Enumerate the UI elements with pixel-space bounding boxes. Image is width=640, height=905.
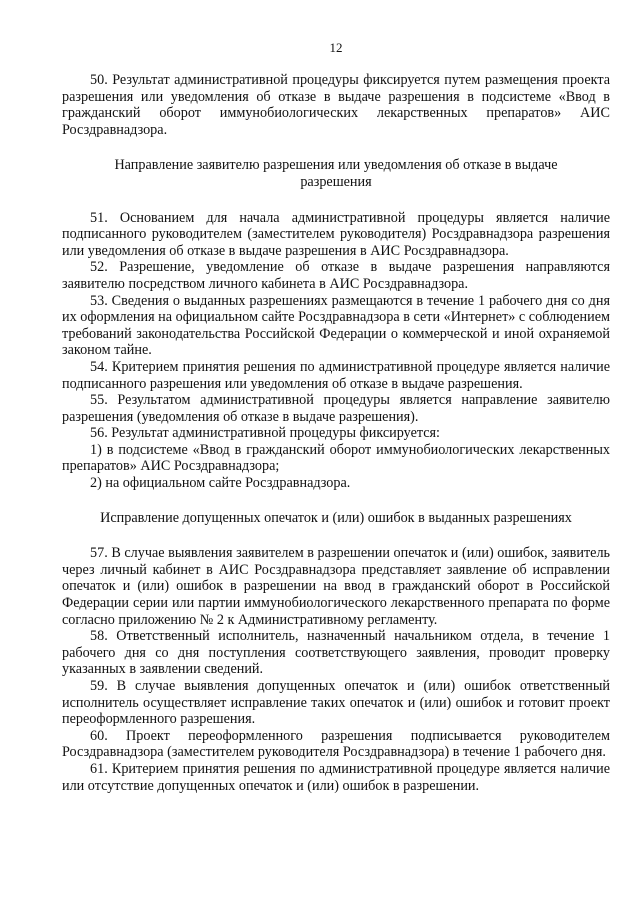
section-heading-issuance: Направление заявителю разрешения или уведомления об отказе в выдаче разрешения: [114, 157, 558, 190]
paragraph-55: 55. Результатом административной процедуры является направление заявителю разрешения (уведомления об отказе в выдаче разрешения).: [62, 392, 610, 425]
paragraph-59: 59. В случае выявления допущенных опечаток и (или) ошибок ответственный исполнитель осуществляет исправление таких опечаток и (или) ошибок и готовит проект переоформленного разрешения.: [62, 678, 610, 728]
paragraph-53: 53. Сведения о выданных разрешениях размещаются в течение 1 рабочего дня со дня их оформления на официальном сайте Росздравнадзора в сети «Интернет» с соблюдением требований законодательства Российской Федерации о коммерческой и иной охраняемой законом тайне.: [62, 292, 610, 359]
paragraph-52: 52. Разрешение, уведомление об отказе в выдаче разрешения направляются заявителю посредством личного кабинета в АИС Росздравнадзора.: [62, 259, 610, 292]
paragraph-50: 50. Результат административной процедуры фиксируется путем размещения проекта разрешения или уведомления об отказе в выдаче разрешения в подсистеме «Ввод в гражданский оборот иммунобиологических лекарственных препаратов» АИС Росздравнадзора.: [62, 72, 610, 138]
document-page: [62, 0, 610, 905]
paragraph-61: 61. Критерием принятия решения по административной процедуре является наличие или отсутствие допущенных опечаток и (или) ошибок в разрешении.: [62, 760, 610, 794]
page-number: 12: [329, 40, 343, 55]
paragraph-56: 56. Результат административной процедуры фиксируется:: [90, 425, 441, 442]
document-body: [62, 72, 610, 794]
paragraph-57: 57. В случае выявления заявителем в разрешении опечаток и (или) ошибок, заявитель через личный кабинет в АИС Росздравнадзора представляет заявление об исправлении опечаток и (или) ошибок в разрешении на ввод в гражданский оборот в Российской Федерации серии или партии иммунобиологического лекарственного препарата по форме согласно приложению № 2 к Административному регламенту.: [62, 545, 610, 628]
section-heading-corrections: Исправление допущенных опечаток и (или) ошибок в выданных разрешениях: [100, 509, 572, 526]
list-item-56-1: 1) в подсистеме «Ввод в гражданский оборот иммунобиологических лекарственных препаратов» АИС Росздравнадзора;: [62, 441, 610, 475]
paragraph-58: 58. Ответственный исполнитель, назначенный начальником отдела, в течение 1 рабочего дня со дня поступления соответствующего заявления, проводит проверку указанных в заявлении сведений.: [62, 628, 610, 678]
paragraph-60: 60. Проект переоформленного разрешения подписывается руководителем Росздравнадзора (заместителем руководителя Росздравнадзора) в течение 1 рабочего дня.: [62, 727, 610, 761]
list-item-56-2: 2) на официальном сайте Росздравнадзора.: [90, 475, 351, 492]
paragraph-54: 54. Критерием принятия решения по административной процедуре является наличие подписанного разрешения или уведомления об отказе в выдаче разрешения.: [62, 358, 610, 392]
paragraph-51: 51. Основанием для начала административной процедуры является наличие подписанного руководителем (заместителем руководителя) Росздравнадзора разрешения или уведомления об отказе в выдаче разрешения в АИС Росздравнадзора.: [62, 209, 610, 259]
